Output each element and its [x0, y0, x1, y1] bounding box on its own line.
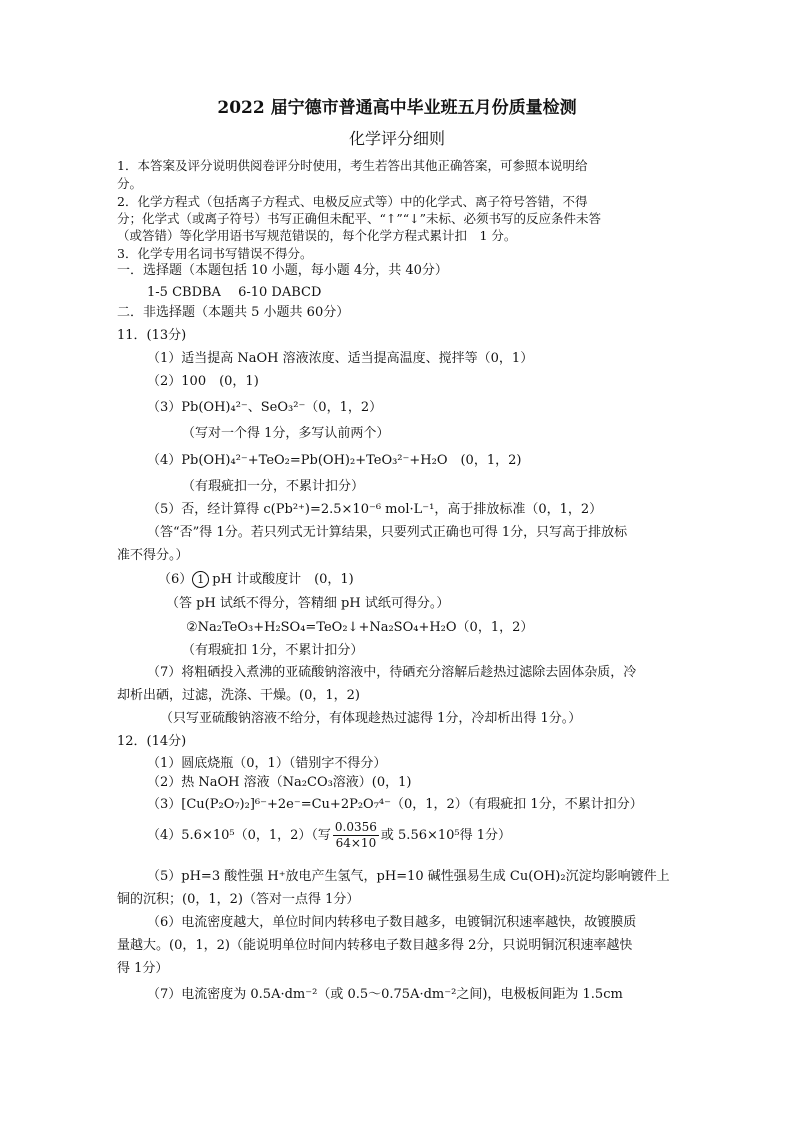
q11-answer-6-note: （答 pH 试纸不得分，答精细 pH 试纸可得分。） [166, 596, 450, 611]
q12-answer-3: （3）[Cu(P₂O₇)₂]⁶⁻+2e⁻=Cu+2P₂O₇⁴⁻（0，1，2）（有瑕疵扣 1分，不累计扣分） [147, 797, 643, 812]
note-2a: 2．化学方程式（包括离子方程式、电极反应式等）中的化学式、离子符号答错，不得 [117, 194, 588, 209]
section-1-answers: 1-5 CBDBA 6-10 DABCD [147, 285, 322, 300]
q12-answer-7: （7）电流密度为 0.5A·dm⁻²（或 0.5～0.75A·dm⁻²之间)，电极板间距为 1.5cm [147, 987, 623, 1002]
q11-answer-3-note: （写对一个得 1分，多写认前两个） [182, 426, 390, 441]
note-2b: 分；化学式（或离子符号）书写正确但未配平、“↑”“↓”未标、必须书写的反应条件未答 [117, 211, 602, 226]
fraction-numerator: 0.0356 [334, 820, 377, 834]
q11-answer-7b: 却析出硒，过滤，洗涤、干燥。(0，1，2) [117, 688, 360, 703]
q11-answer-6-prefix: （6） [158, 572, 193, 587]
section-1-heading: 一．选择题（本题包括 10 小题，每小题 4分，共 40分） [117, 263, 448, 278]
q11-answer-5: （5）否，经计算得 c(Pb²⁺)=2.5×10⁻⁶ mol·L⁻¹，高于排放标准（0，1，2） [147, 502, 603, 517]
q11-answer-6 [158, 571, 354, 589]
q12-heading: 12．(14分) [117, 734, 187, 749]
q11-answer-2: （2）100 (0，1) [147, 374, 259, 389]
q11-answer-6b-note: （有瑕疵扣 1分，不累计扣分） [182, 643, 364, 658]
circled-number: 1 [192, 571, 209, 588]
section-2-heading: 二．非选择题（本题共 5 小题共 60分） [117, 305, 350, 320]
q11-answer-7a: （7）将粗硒投入煮沸的亚硫酸钠溶液中，待硒充分溶解后趁热过滤除去固体杂质，冷 [147, 665, 637, 680]
q12-answer-6c: 得 1分） [117, 961, 169, 976]
q11-answer-1: （1）适当提高 NaOH 溶液浓度、适当提高温度、搅拌等（0，1） [147, 351, 534, 366]
page-title: 2022 届宁德市普通高中毕业班五月份质量检测 [217, 98, 577, 118]
q12-answer-4 [147, 818, 511, 854]
q12-answer-6b: 量越大。(0，1，2)（能说明单位时间内转移电子数目越多得 2分，只说明铜沉积速率越快 [117, 938, 633, 953]
q11-answer-3: （3）Pb(OH)₄²⁻、SeO₃²⁻（0，1，2） [147, 400, 383, 415]
q11-answer-5-note-1: （答“否”得 1分。若只列式无计算结果，只要列式正确也可得 1分，只写高于排放标 [147, 525, 628, 540]
note-1b: 分。 [117, 176, 143, 191]
q11-answer-6-text: pH 计或酸度计 (0，1) [212, 572, 354, 587]
q11-answer-6b: ②Na₂TeO₃+H₂SO₄=TeO₂↓+Na₂SO₄+H₂O（0，1，2） [186, 620, 534, 635]
q12-answer-5a: （5）pH=3 酸性强 H⁺放电产生氢气，pH=10 碱性强易生成 Cu(OH)₂沉淀均影响镀件上 [147, 869, 670, 884]
note-1a: 1．本答案及评分说明供阅卷评分时使用，考生若答出其他正确答案，可参照本说明给 [117, 158, 588, 173]
note-3: 3．化学专用名词书写错误不得分。 [117, 246, 313, 261]
fraction [333, 820, 379, 851]
q12-answer-5b: 铜的沉积；(0，1，2)（答对一点得 1分） [117, 892, 360, 907]
q12-answer-4-suffix: 或 5.56×10⁵得 1分） [380, 828, 512, 843]
q11-answer-7-note: （只写亚硫酸钠溶液不给分，有体现趁热过滤得 1分，冷却析出得 1分。） [160, 711, 582, 726]
q11-heading: 11．(13分) [117, 328, 187, 343]
page-subtitle: 化学评分细则 [348, 129, 445, 148]
q11-answer-4: （4）Pb(OH)₄²⁻+TeO₂=Pb(OH)₂+TeO₃²⁻+H₂O (0，1，2) [147, 453, 522, 468]
q12-answer-1: （1）圆底烧瓶（0，1）（错别字不得分） [147, 756, 387, 771]
q12-answer-4-prefix: （4）5.6×10⁵（0，1，2）（写 [147, 828, 331, 843]
fraction-denominator: 64×10 [335, 836, 377, 850]
q12-answer-2: （2）热 NaOH 溶液（Na₂CO₃溶液）(0，1) [147, 775, 412, 790]
note-2c: （或答错）等化学用语书写规范错误的，每个化学方程式累计扣 1 分。 [117, 228, 517, 243]
q11-answer-5-note-2: 准不得分。） [117, 548, 189, 563]
q12-answer-6a: （6）电流密度越大，单位时间内转移电子数目越多，电镀铜沉积速率越快，故镀膜质 [147, 915, 637, 930]
q11-answer-4-note: （有瑕疵扣一分，不累计扣分） [182, 479, 365, 494]
